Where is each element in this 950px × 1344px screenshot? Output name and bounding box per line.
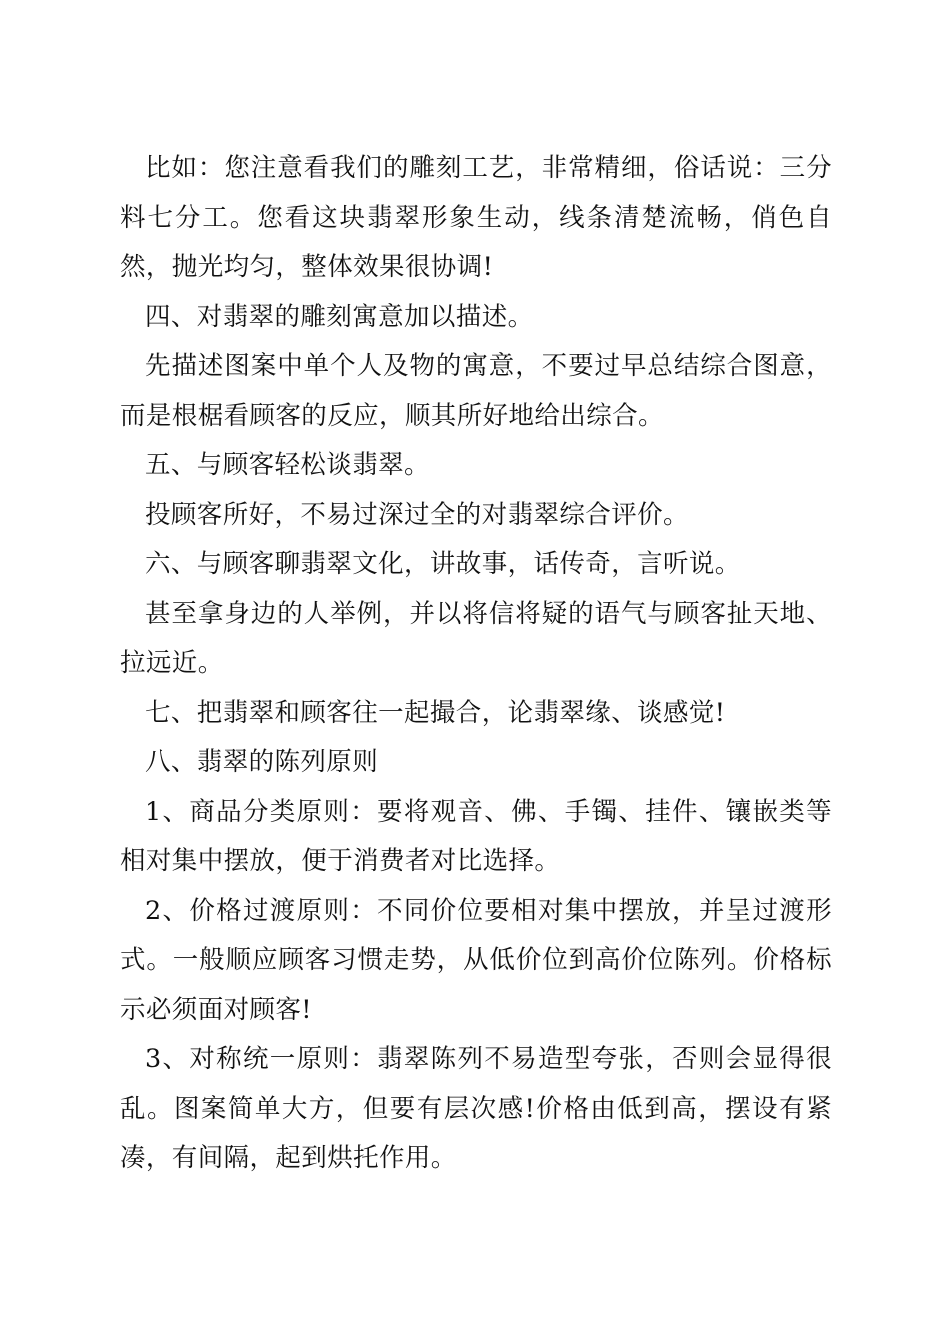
heading-section-8: 八、翡翠的陈列原则 [145,747,379,777]
list-item-principle-3: 3、对称统一原则：翡翠陈列不易造型夸张，否则会显得很乱。图案简单大方，但要有层次感!价格由低到高，摆设有紧凑，有间隔，起到烘托作用。 [120,1044,832,1173]
document-body [120,144,832,1184]
heading-section-7: 七、把翡翠和顾客往一起撮合，论翡翠缘、谈感觉! [145,697,726,728]
heading-section-5: 五、与顾客轻松谈翡翠。 [145,450,430,480]
paragraph-section-5: 投顾客所好，不易过深过全的对翡翠综合评价。 [145,499,689,530]
heading-section-4: 四、对翡翠的雕刻寓意加以描述。 [145,301,534,332]
list-item-principle-2: 2、价格过渡原则：不同价位要相对集中摆放，并呈过渡形式。一般顺应顾客习惯走势，从低价位到高价位陈列。价格标示必须面对顾客! [120,895,832,1025]
paragraph-carving-craft: 比如：您注意看我们的雕刻工艺，非常精细，俗话说：三分料七分工。您看这块翡翠形象生动，线条清楚流畅，俏色自然，抛光均匀，整体效果很协调! [120,153,832,282]
paragraph-section-4: 先描述图案中单个人及物的寓意，不要过早总结综合图意，而是根椐看顾客的反应，顺其所好地给出综合。 [120,351,832,431]
heading-section-6: 六、与顾客聊翡翠文化，讲故事，话传奇，言听说。 [145,549,741,579]
paragraph-section-6: 甚至拿身边的人举例，并以将信将疑的语气与顾客扯天地、拉远近。 [120,598,832,678]
list-item-principle-1: 1、商品分类原则：要将观音、佛、手镯、挂件、镶嵌类等相对集中摆放，便于消费者对比选择。 [120,796,832,876]
